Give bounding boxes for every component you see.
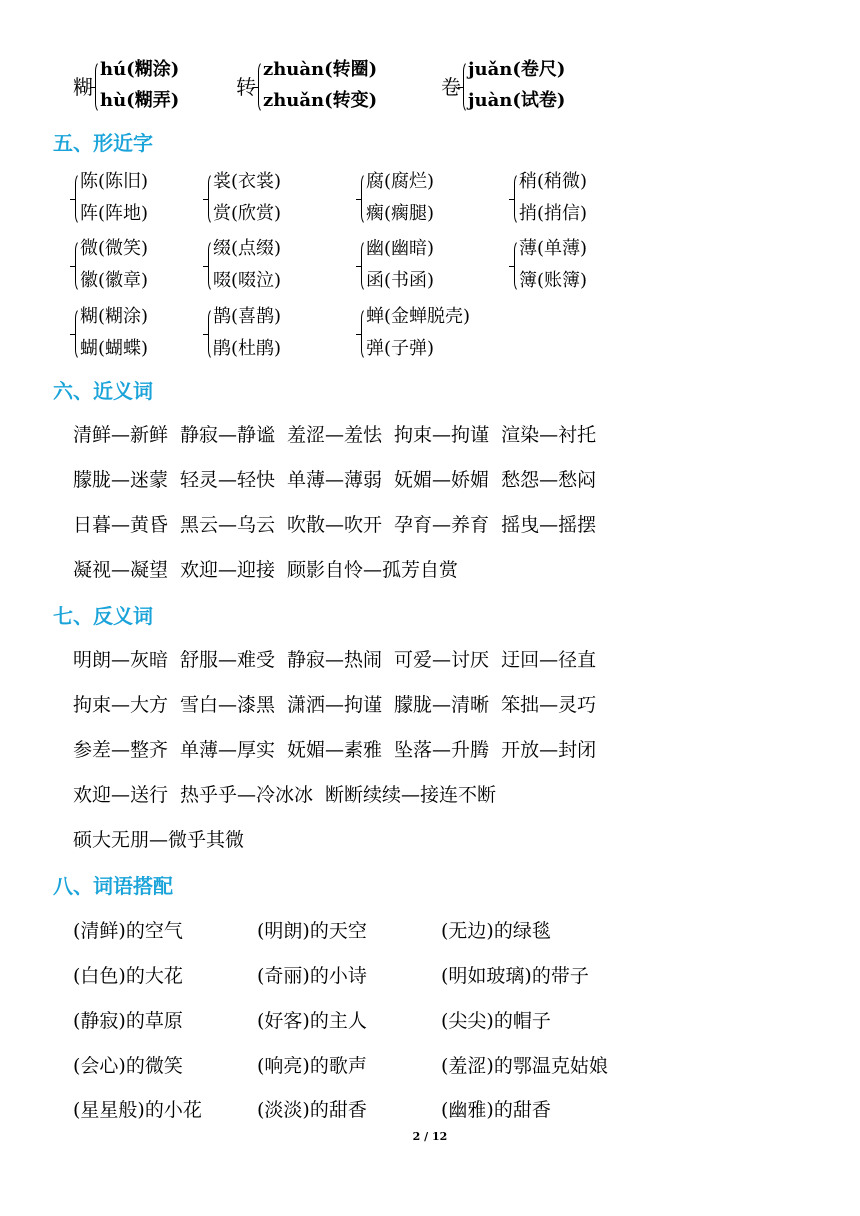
word-pair: 静寂—热闹 [287, 649, 383, 671]
word-pair: 清鲜—新鲜 [73, 424, 169, 446]
word-pair: 单薄—厚实 [180, 739, 276, 761]
char-b: 蝴(蝴蝶) [80, 338, 149, 359]
word-pair: 摇曳—摇摆 [501, 514, 597, 536]
word-pair: 断断续续—接连不断 [325, 784, 497, 806]
collocation: (尖尖)的帽子 [441, 1010, 551, 1032]
word-pair: 欢迎—送行 [73, 784, 169, 806]
polyphone-char: 糊 [73, 75, 93, 99]
collocation: (幽雅)的甜香 [441, 1099, 551, 1121]
reading-2: juàn(试卷) [468, 90, 566, 111]
word-pair: 顾影自怜—孤芳自赏 [287, 559, 459, 581]
collocation: (无边)的绿毯 [441, 920, 551, 942]
collocation: (会心)的微笑 [73, 1055, 183, 1077]
char-a: 陈(陈旧) [80, 171, 149, 192]
word-pair: 拘束—拘谨 [394, 424, 490, 446]
word-pair: 舒服—难受 [180, 649, 276, 671]
synonym-row [73, 559, 470, 581]
char-b: 瘸(瘸腿) [366, 203, 435, 224]
section-5-title: 五、形近字 [53, 131, 153, 155]
char-a: 裳(衣裳) [213, 171, 282, 192]
reading-2: hù(糊弄) [100, 90, 180, 111]
antonym-row [73, 694, 608, 716]
synonym-row [73, 469, 608, 491]
section-6-title: 六、近义词 [53, 379, 153, 403]
word-pair: 黑云—乌云 [180, 514, 276, 536]
char-b: 函(书函) [366, 270, 435, 291]
antonym-row [73, 829, 256, 851]
char-b: 徽(徽章) [80, 270, 149, 291]
collocation: (静寂)的草原 [73, 1010, 183, 1032]
word-pair: 妩媚—娇媚 [394, 469, 490, 491]
word-pair: 参差—整齐 [73, 739, 169, 761]
char-a: 稍(稍微) [519, 171, 588, 192]
word-pair: 潇洒—拘谨 [287, 694, 383, 716]
antonym-row [73, 739, 608, 761]
collocation: (星星般)的小花 [73, 1099, 202, 1121]
word-pair: 吹散—吹开 [287, 514, 383, 536]
char-b: 赏(欣赏) [213, 203, 282, 224]
char-a: 幽(幽暗) [366, 238, 435, 259]
collocation: (响亮)的歌声 [257, 1055, 367, 1077]
word-pair: 笨拙—灵巧 [501, 694, 597, 716]
word-pair: 拘束—大方 [73, 694, 169, 716]
char-a: 微(微笑) [80, 238, 149, 259]
word-pair: 日暮—黄昏 [73, 514, 169, 536]
word-pair: 坠落—升腾 [394, 739, 490, 761]
reading-1: hú(糊涂) [100, 59, 180, 80]
word-pair: 单薄—薄弱 [287, 469, 383, 491]
reading-1: juǎn(卷尺) [468, 59, 566, 80]
word-pair: 迂回—径直 [501, 649, 597, 671]
char-a: 蝉(金蝉脱壳) [366, 306, 471, 327]
collocation: (明如玻璃)的带子 [441, 965, 589, 987]
word-pair: 渲染—衬托 [501, 424, 597, 446]
word-pair: 热乎乎—冷冰冰 [180, 784, 314, 806]
word-pair: 妩媚—素雅 [287, 739, 383, 761]
collocation: (清鲜)的空气 [73, 920, 183, 942]
word-pair: 愁怨—愁闷 [501, 469, 597, 491]
char-b: 阵(阵地) [80, 203, 149, 224]
word-pair: 羞涩—羞怯 [287, 424, 383, 446]
word-pair: 开放—封闭 [501, 739, 597, 761]
reading-2: zhuǎn(转变) [263, 90, 378, 111]
word-pair: 欢迎—迎接 [180, 559, 276, 581]
page-number: 2 / 12 [412, 1130, 448, 1143]
collocation: (奇丽)的小诗 [257, 965, 367, 987]
word-pair: 静寂—静谧 [180, 424, 276, 446]
section-7-title: 七、反义词 [53, 604, 153, 628]
word-pair: 朦胧—迷蒙 [73, 469, 169, 491]
char-a: 糊(糊涂) [80, 306, 149, 327]
word-pair: 轻灵—轻快 [180, 469, 276, 491]
word-pair: 凝视—凝望 [73, 559, 169, 581]
collocation: (好客)的主人 [257, 1010, 367, 1032]
char-b: 啜(啜泣) [213, 270, 282, 291]
collocation: (白色)的大花 [73, 965, 183, 987]
word-pair: 雪白—漆黑 [180, 694, 276, 716]
synonym-row [73, 514, 608, 536]
collocation: (羞涩)的鄂温克姑娘 [441, 1055, 608, 1077]
word-pair: 朦胧—清晰 [394, 694, 490, 716]
antonym-row [73, 649, 608, 671]
char-b: 捎(捎信) [519, 203, 588, 224]
synonym-row [73, 424, 608, 446]
char-a: 腐(腐烂) [366, 171, 435, 192]
collocation: (淡淡)的甜香 [257, 1099, 367, 1121]
char-b: 簿(账簿) [519, 270, 588, 291]
word-pair: 明朗—灰暗 [73, 649, 169, 671]
antonym-row [73, 784, 508, 806]
char-a: 缀(点缀) [213, 238, 282, 259]
polyphone-char: 转 [236, 75, 256, 99]
reading-1: zhuàn(转圈) [263, 59, 378, 80]
char-a: 鹊(喜鹊) [213, 306, 282, 327]
word-pair: 孕育—养育 [394, 514, 490, 536]
word-pair: 可爱—讨厌 [394, 649, 490, 671]
char-b: 弹(子弹) [366, 338, 435, 359]
collocation: (明朗)的天空 [257, 920, 367, 942]
word-pair: 硕大无朋—微乎其微 [73, 829, 245, 851]
polyphone-char: 卷 [441, 75, 461, 99]
char-b: 鹃(杜鹃) [213, 338, 282, 359]
char-a: 薄(单薄) [519, 238, 588, 259]
section-8-title: 八、词语搭配 [53, 874, 173, 898]
